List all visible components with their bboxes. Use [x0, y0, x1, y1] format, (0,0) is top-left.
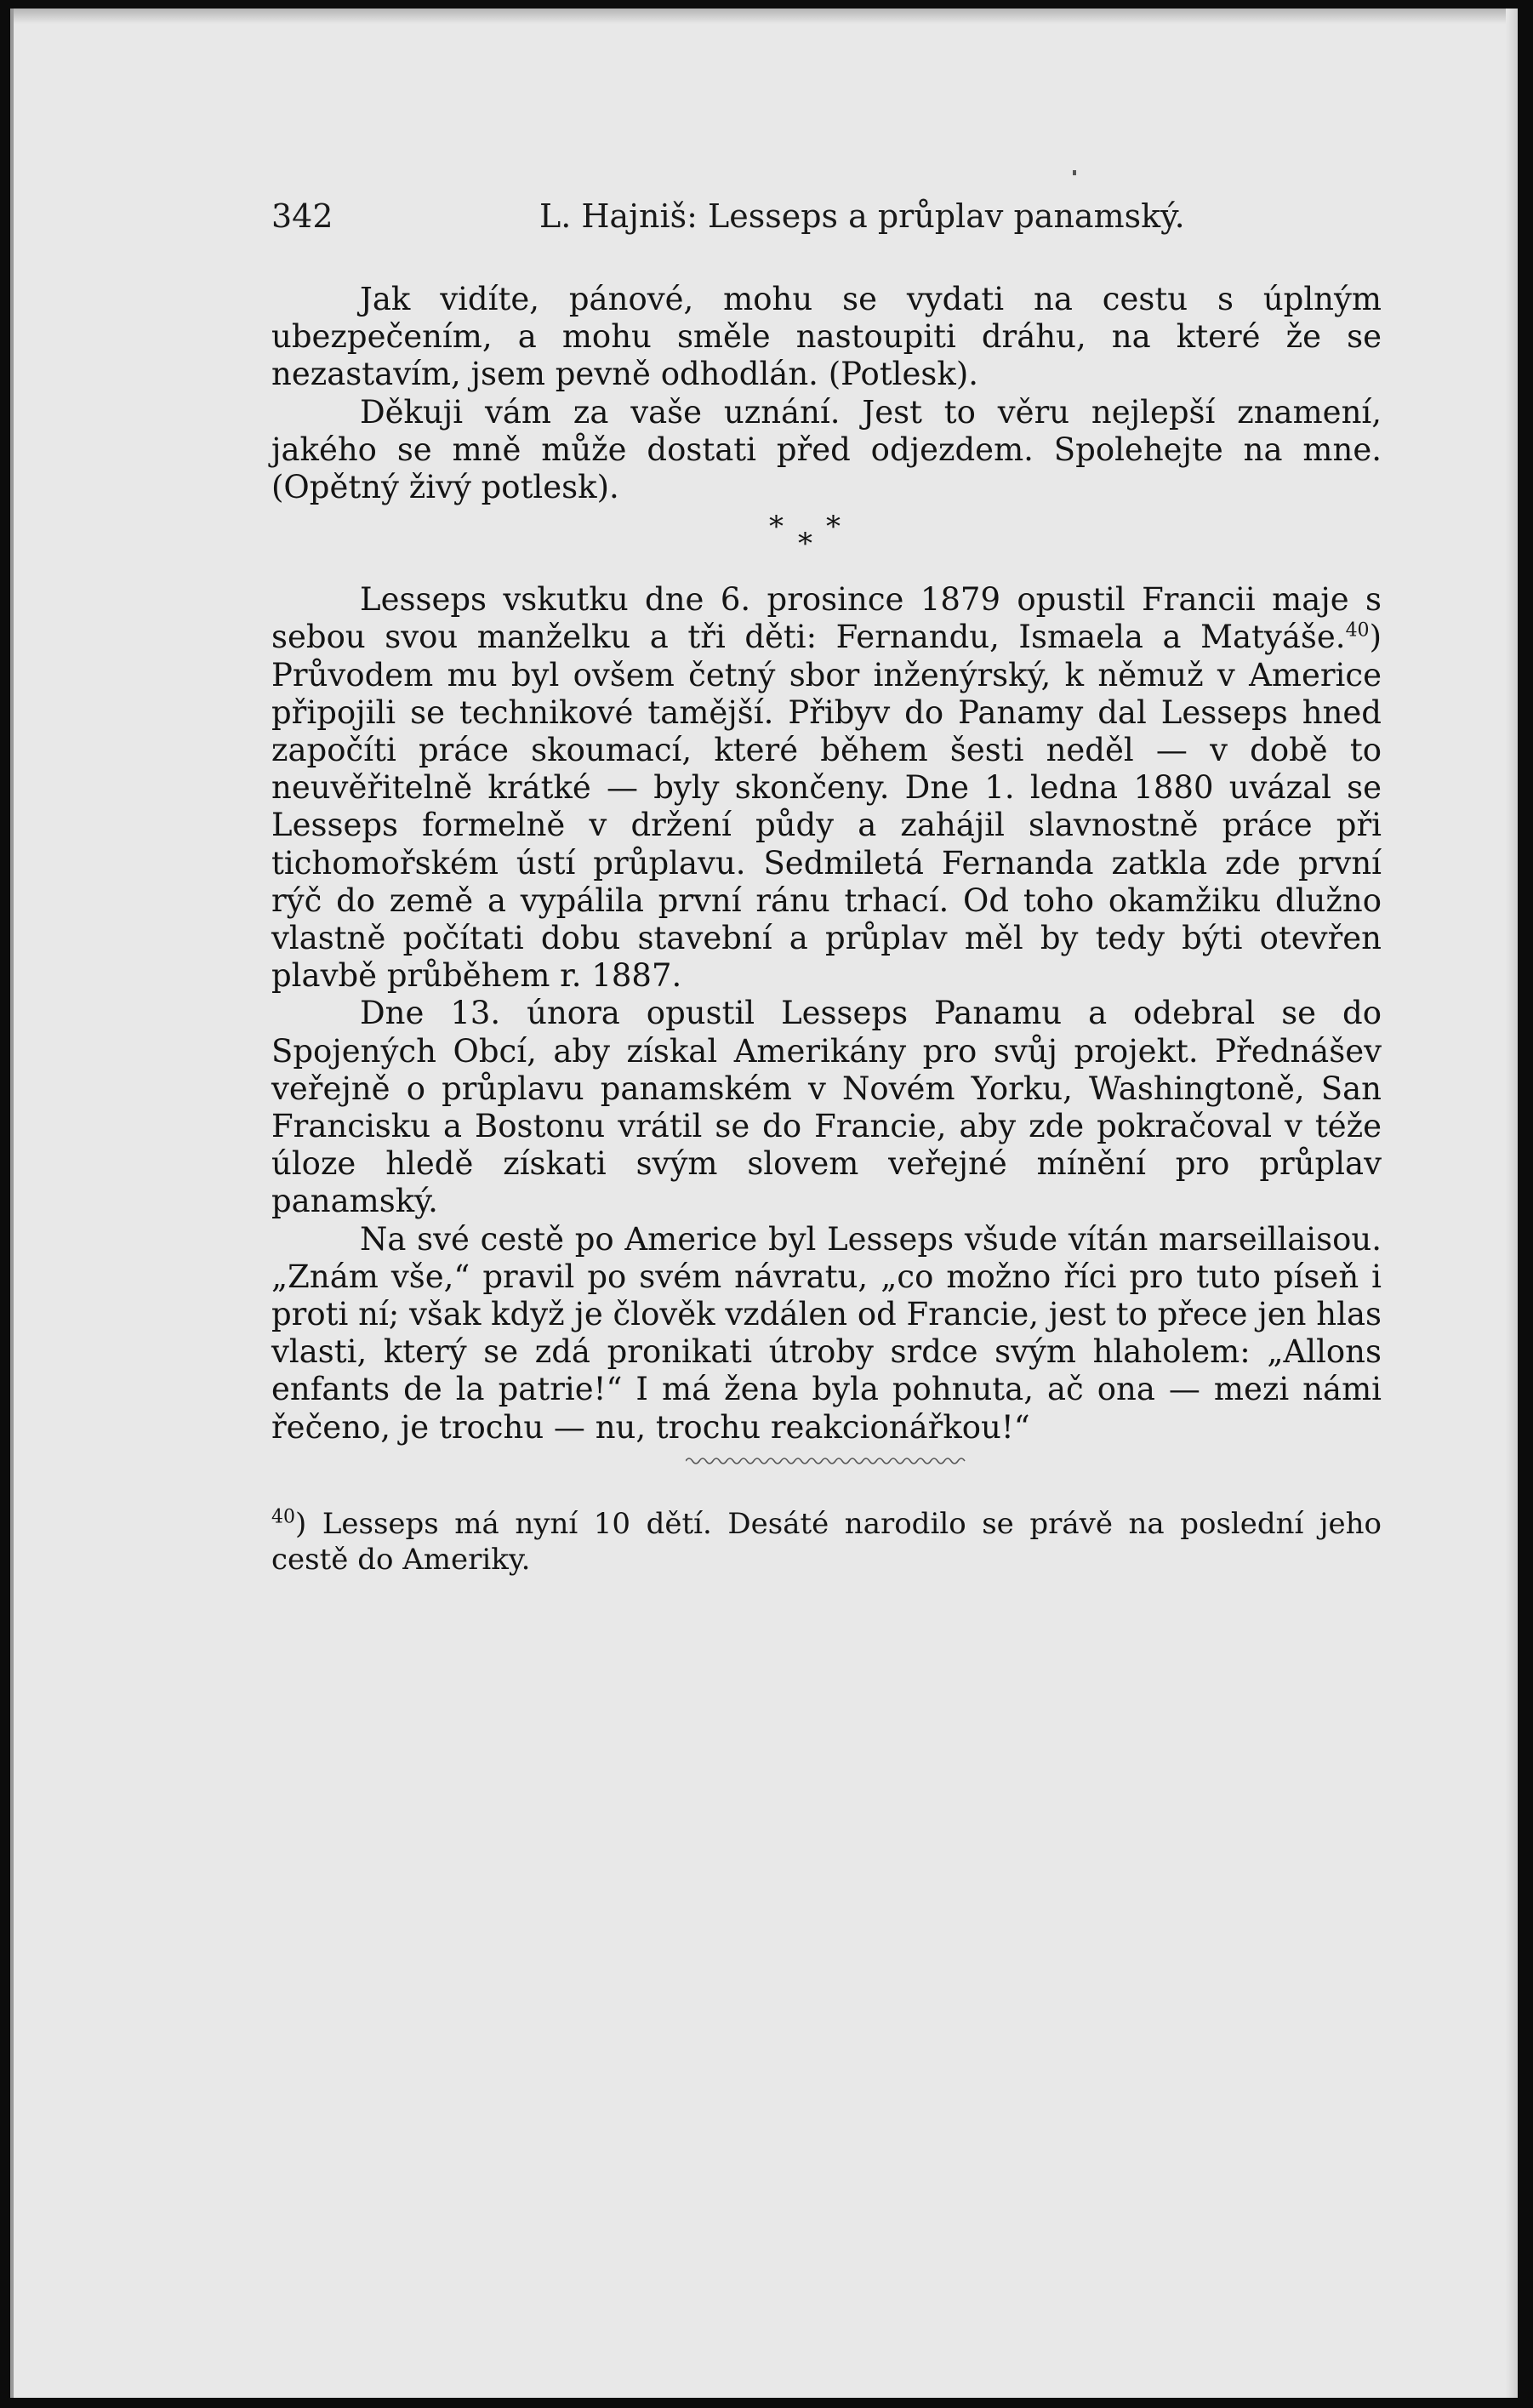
paragraph: Děkuji vám za vaše uznání. Jest to věru nejlepší znamení, jakého se mně může dostati před odjezdem. Spolehejte na mne. (Opětný živý potlesk). [271, 393, 1382, 506]
footnote-reference: 40 [1345, 620, 1370, 642]
page-header [271, 197, 1411, 240]
paragraph: Na své cestě po Americe byl Lesseps všude vítán marseillaisou. „Znám vše,“ pravil po svém návratu, „co možno říci pro tuto píseň i proti ní; však když je člověk vzdálen od Francie, jest to přece jen hlas vlasti, který se zdá pronikati útroby srdce svým hlaholem: „Allons enfants de la patrie!“ I má žena byla pohnuta, ač ona — mezi námi řečeno, je trochu — nu, trochu reakcionářkou!“ [271, 1220, 1382, 1446]
footnote-marker-close: ) [295, 1507, 307, 1541]
footnote-paragraph [271, 1506, 1382, 1578]
book-page [10, 9, 1518, 2398]
section-break [271, 506, 1382, 573]
running-title: L. Hajniš: Lesseps a průplav panamský. [539, 197, 1185, 235]
asterisk-mark: * [798, 527, 812, 562]
ornamental-divider [686, 1452, 966, 1466]
page-number: 342 [271, 197, 333, 235]
paragraph-text: Lesseps vskutku dne 6. prosince 1879 opustil Francii maje s sebou svou manželku a tři děti: Fernandu, Ismaela a Matyáše. [271, 581, 1382, 656]
paragraph: Dne 13. února opustil Lesseps Panamu a odebral se do Spojených Obcí, aby získal Amerikány pro svůj projekt. Přednášev veřejně o průplavu panamském v Novém Yorku, Washingtoně, San Francisku a Bostonu vrátil se do Francie, aby zde pokračoval v téže úloze hledě získati svým slovem veřejné mínění pro průplav panamský. [271, 995, 1382, 1220]
asterisk-mark: * [769, 510, 784, 545]
paragraph-text: Průvodem mu byl ovšem četný sbor inženýrský, k němuž v Americe připojili se technikové tamější. Přibyv do Panamy dal Lesseps hned započíti práce skoumací, které během šesti neděl — v době to neuvěřitelně krátké — byly skončeny. Dne 1. ledna 1880 uvázal se Lesseps formelně v držení půdy a zahájil slavnostně práce při tichomořském ústí průplavu. Sedmiletá Fernanda zatkla zde první rýč do země a vypálila první ránu trhací. Od toho okamžiku dlužno vlastně počítati dobu stavební a průplav měl by tedy býti otevřen plavbě průběhem r. 1887. [271, 656, 1382, 995]
asterisk-mark: * [826, 510, 841, 545]
paragraph: Jak vidíte, pánové, mohu se vydati na cestu s úplným ubezpečením, a mohu směle nastoupiti dráhu, na které že se nezastavím, jsem pevně odhodlán. (Potlesk). [271, 281, 1382, 393]
footnote-marker: 40 [271, 1506, 295, 1528]
page-edge [1506, 9, 1518, 2398]
print-speck [1073, 170, 1076, 175]
paragraph [271, 581, 1382, 995]
footnote-reference-close: ) [1369, 619, 1382, 656]
footnote [271, 1506, 1382, 1578]
page-top-shadow [14, 9, 1518, 24]
main-text [271, 281, 1382, 1447]
footnote-text: Lesseps má nyní 10 dětí. Desáté narodilo se právě na poslední jeho cestě do Ameriky. [271, 1507, 1382, 1577]
